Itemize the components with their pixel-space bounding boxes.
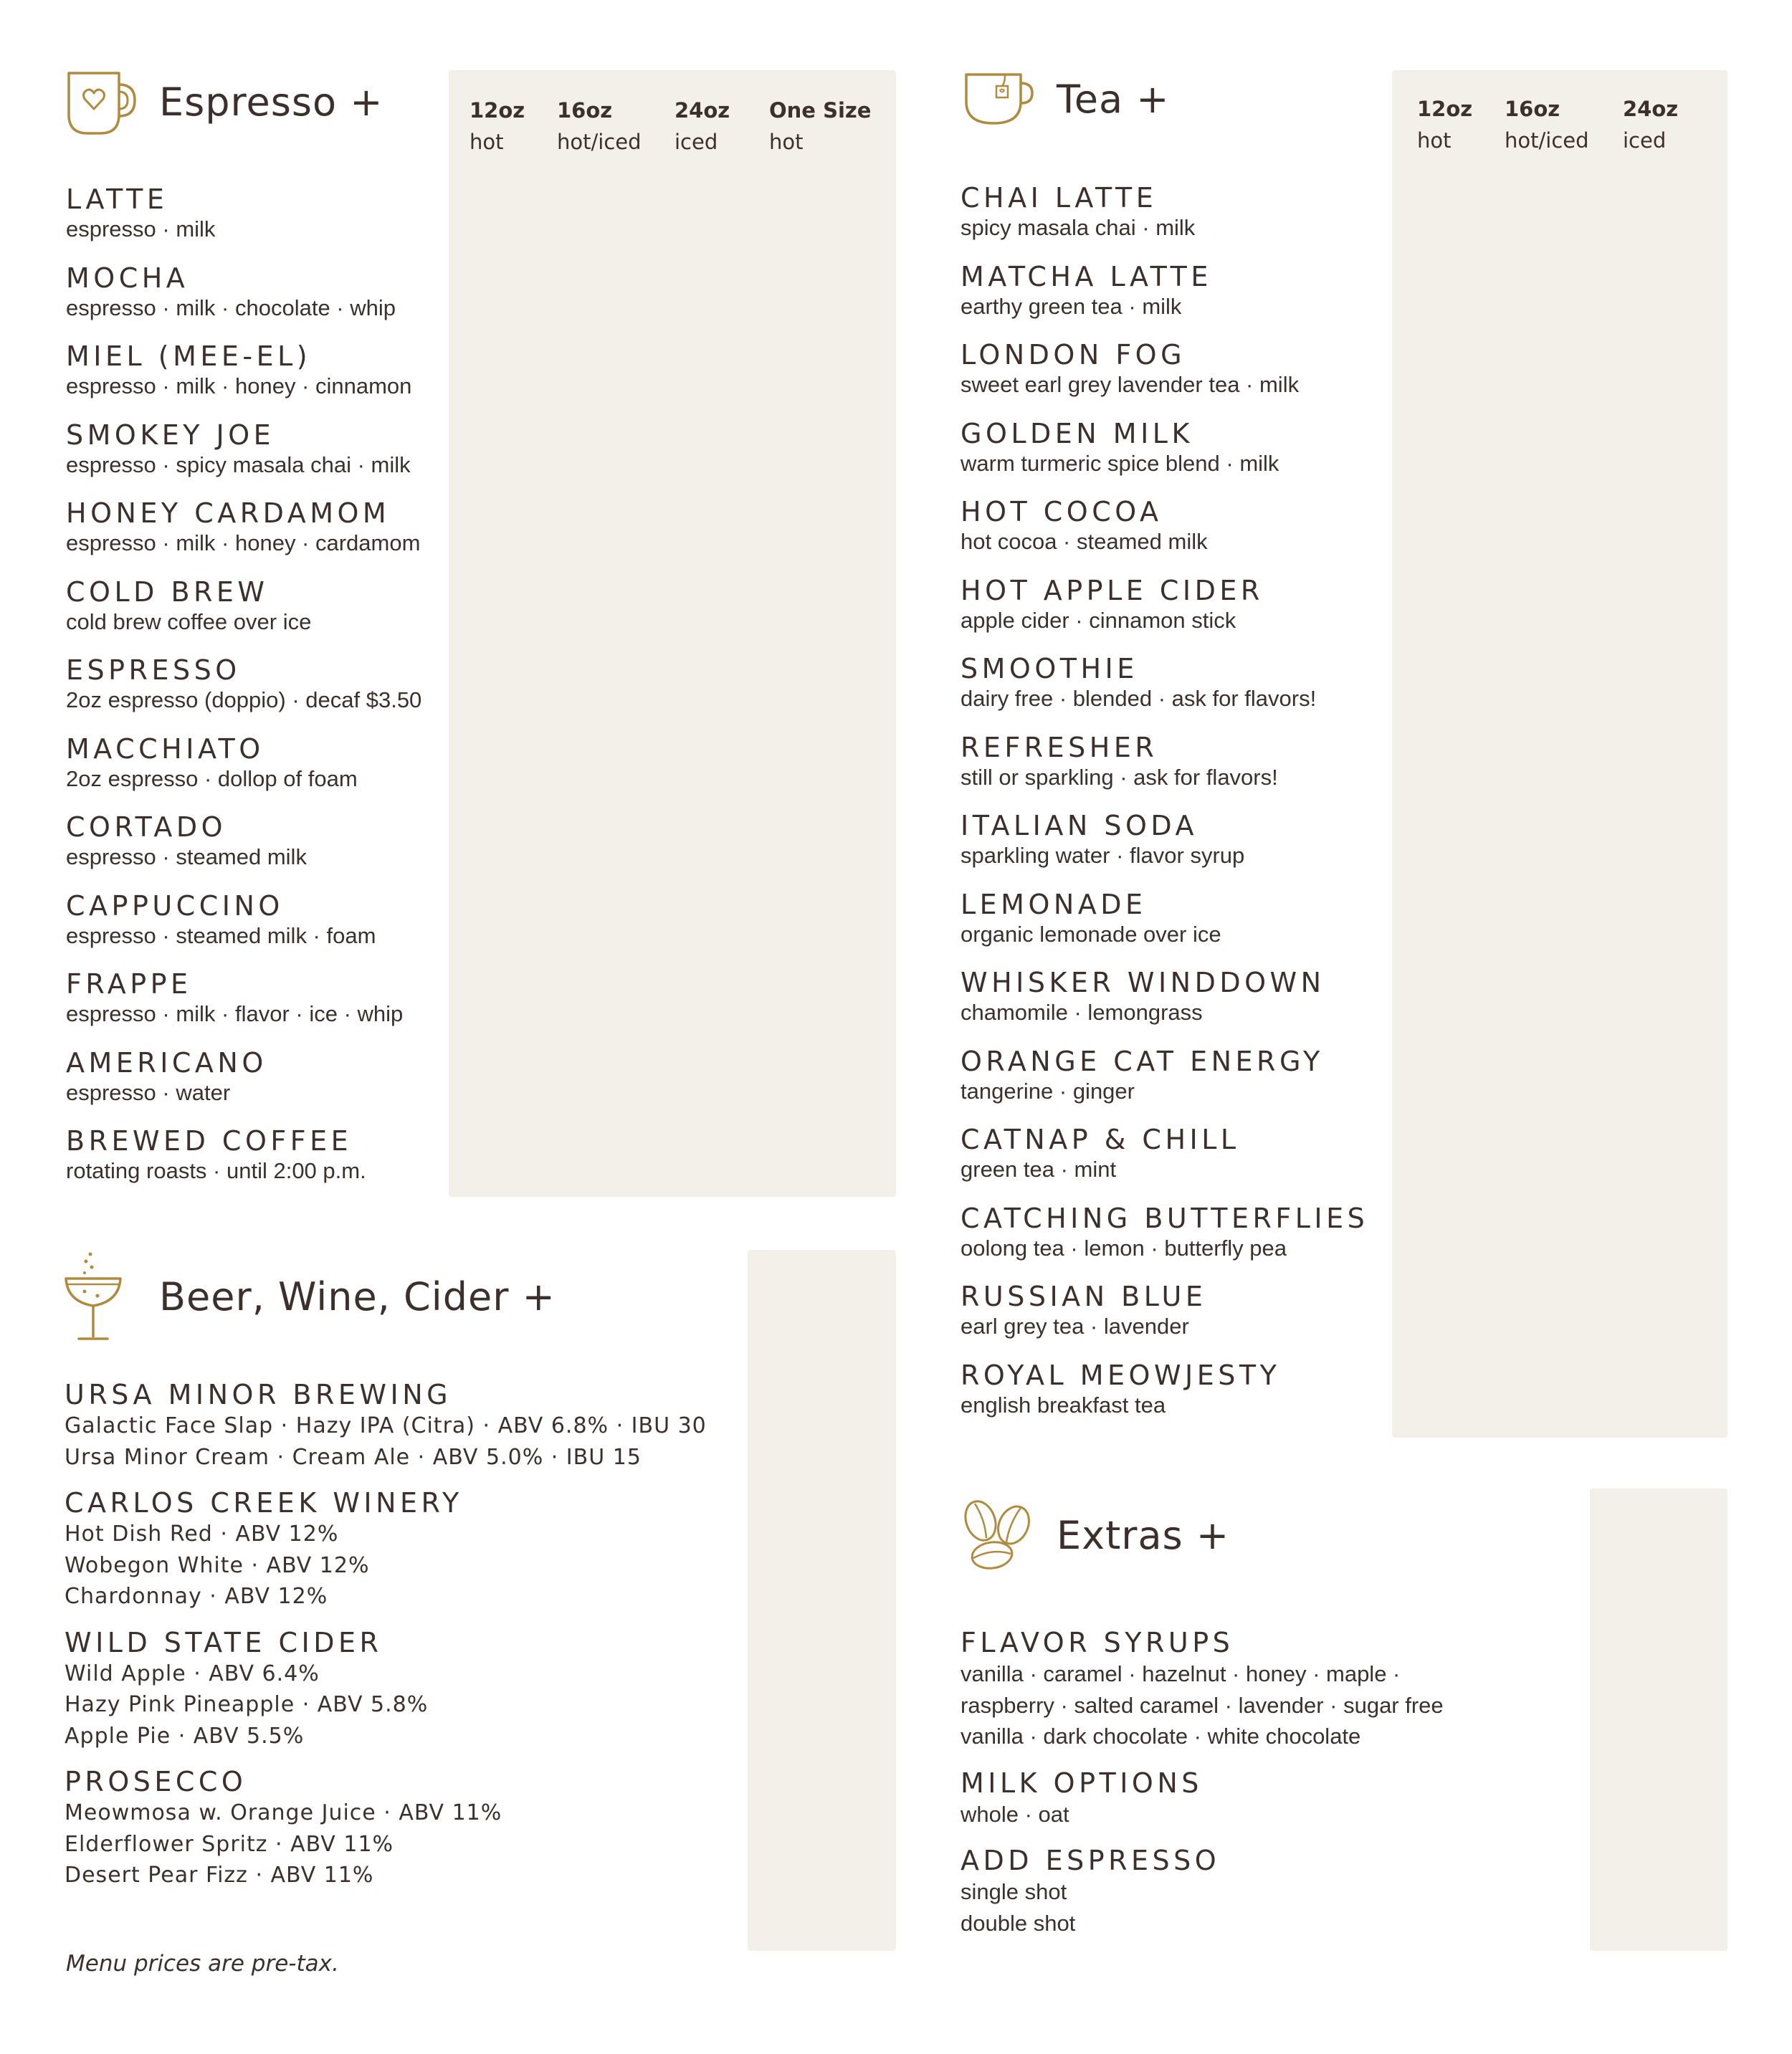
item-name: WILD STATE CIDER [65, 1626, 383, 1658]
item-desc: espresso · spicy masala chai · milk [66, 452, 411, 477]
item-desc: espresso · steamed milk [66, 844, 307, 869]
size-temp: hot [769, 130, 804, 154]
item-line: Apple Pie · ABV 5.5% [65, 1723, 305, 1749]
item-desc: still or sparkling · ask for flavors! [961, 764, 1278, 790]
menu-item [66, 968, 421, 1047]
menu-item [65, 1487, 707, 1613]
item-name: MIEL (MEE-EL) [66, 340, 312, 372]
size-name: 16oz [557, 98, 613, 123]
menu-item [961, 732, 1368, 811]
espresso-header [63, 65, 383, 139]
item-desc: espresso · milk · flavor · ice · whip [66, 1001, 404, 1026]
menu-item [66, 419, 421, 498]
menu-item [66, 733, 421, 812]
item-line: Galactic Face Slap · Hazy IPA (Citra) · ABV 6.8% · IBU 30 [65, 1413, 707, 1438]
item-name: HOT APPLE CIDER [961, 574, 1264, 606]
item-desc: espresso · milk [66, 216, 216, 242]
item-desc: espresso · milk · chocolate · whip [66, 295, 396, 320]
beer-price-panel [748, 1250, 896, 1951]
menu-item [66, 340, 421, 419]
item-line: raspberry · salted caramel · lavender · sugar free [961, 1692, 1444, 1718]
item-desc: earthy green tea · milk [961, 293, 1182, 319]
menu-item [961, 496, 1368, 575]
item-desc: espresso · milk · honey · cardamom [66, 530, 421, 555]
item-name: ADD ESPRESSO [961, 1845, 1221, 1876]
tea-header [961, 62, 1170, 136]
menu-item [961, 1046, 1368, 1124]
item-line: Wobegon White · ABV 12% [65, 1552, 370, 1578]
espresso-menu-list [66, 183, 421, 1204]
beer-header [63, 1250, 556, 1344]
menu-item [961, 1281, 1368, 1360]
menu-item [961, 1767, 1444, 1830]
item-desc: espresso · steamed milk · foam [66, 922, 376, 948]
menu-item [961, 889, 1368, 968]
item-name: SMOOTHIE [961, 653, 1138, 684]
menu-item [961, 339, 1368, 418]
size-temp: hot [1417, 128, 1452, 153]
item-line: single shot [961, 1879, 1067, 1904]
menu-item [66, 654, 421, 733]
item-line: Ursa Minor Cream · Cream Ale · ABV 5.0% · IBU 15 [65, 1444, 642, 1470]
tea-menu-list [961, 182, 1368, 1438]
item-line: whole · oat [961, 1801, 1069, 1827]
size-column [1623, 93, 1678, 156]
size-temp: hot/iced [1505, 128, 1589, 153]
menu-item [65, 1627, 707, 1752]
menu-item [961, 653, 1368, 732]
menu-item [66, 576, 421, 655]
item-line: double shot [961, 1910, 1076, 1936]
size-name: 12oz [470, 98, 525, 123]
item-line: Meowmosa w. Orange Juice · ABV 11% [65, 1800, 502, 1825]
menu-item [961, 418, 1368, 497]
menu-item [961, 1845, 1444, 1939]
menu-item [66, 811, 421, 890]
item-line: vanilla · caramel · hazelnut · honey · maple · [961, 1661, 1401, 1686]
size-column [1417, 93, 1472, 156]
item-name: ORANGE CAT ENERGY [961, 1045, 1324, 1077]
size-name: 16oz [1505, 97, 1560, 121]
menu-item [961, 575, 1368, 654]
item-name: CAPPUCCINO [66, 889, 284, 922]
menu-item [66, 262, 421, 341]
item-desc: warm turmeric spice blend · milk [961, 450, 1279, 476]
item-name: BREWED COFFEE [66, 1125, 353, 1157]
menu-item [961, 1360, 1368, 1438]
size-column [769, 95, 871, 158]
item-desc: espresso · water [66, 1079, 231, 1105]
item-desc: espresso · milk · honey · cinnamon [66, 373, 412, 398]
menu-item [961, 1203, 1368, 1281]
item-name: CATCHING BUTTERFLIES [961, 1202, 1369, 1234]
extras-price-panel [1590, 1489, 1727, 1951]
item-name: PROSECCO [65, 1766, 247, 1797]
item-line: Wild Apple · ABV 6.4% [65, 1661, 320, 1686]
menu-item [961, 967, 1368, 1046]
item-line: Desert Pear Fizz · ABV 11% [65, 1863, 374, 1888]
tea-price-panel [1392, 70, 1727, 1438]
size-column [470, 95, 525, 158]
extras-menu-list [961, 1627, 1444, 1954]
item-desc: 2oz espresso · dollop of foam [66, 765, 358, 791]
item-name: LATTE [66, 183, 168, 215]
size-temp: iced [1623, 128, 1667, 153]
item-name: ESPRESSO [66, 654, 241, 686]
item-desc: cold brew coffee over ice [66, 608, 312, 634]
size-column [557, 95, 642, 158]
size-name: 12oz [1417, 97, 1473, 121]
item-desc: sweet earl grey lavender tea · milk [961, 372, 1300, 397]
item-desc: organic lemonade over ice [961, 921, 1221, 947]
menu-item [66, 183, 421, 262]
item-name: MACCHIATO [66, 732, 264, 765]
item-name: MILK OPTIONS [961, 1767, 1203, 1799]
item-name: COLD BREW [66, 575, 269, 608]
champagne-coupe-icon [63, 1250, 138, 1344]
extras-header [961, 1498, 1229, 1572]
item-line: Chardonnay · ABV 12% [65, 1584, 328, 1609]
item-desc: green tea · mint [961, 1157, 1117, 1182]
item-desc: earl grey tea · lavender [961, 1314, 1189, 1339]
item-name: CATNAP & CHILL [961, 1124, 1240, 1155]
item-name: REFRESHER [961, 731, 1158, 763]
menu-item [65, 1766, 707, 1891]
item-name: AMERICANO [66, 1046, 267, 1079]
menu-item [961, 810, 1368, 889]
size-temp: iced [675, 130, 718, 154]
item-desc: tangerine · ginger [961, 1078, 1135, 1104]
size-name: One Size [769, 98, 872, 123]
item-name: LONDON FOG [961, 339, 1186, 371]
espresso-title: Espresso + [159, 79, 383, 125]
item-name: CARLOS CREEK WINERY [65, 1487, 463, 1519]
size-name: 24oz [675, 98, 730, 123]
item-name: GOLDEN MILK [961, 417, 1193, 449]
menu-item [961, 261, 1368, 340]
item-name: MATCHA LATTE [961, 260, 1212, 292]
item-name: HONEY CARDAMOM [66, 497, 391, 529]
espresso-price-panel [449, 70, 896, 1197]
item-desc: spicy masala chai · milk [961, 215, 1196, 240]
footnote: Menu prices are pre-tax. [66, 1951, 339, 1977]
menu-item [66, 1047, 421, 1126]
size-column [1505, 93, 1589, 156]
item-desc: chamomile · lemongrass [961, 1000, 1203, 1025]
item-desc: rotating roasts · until 2:00 p.m. [66, 1158, 366, 1183]
menu-item [65, 1379, 707, 1473]
item-desc: oolong tea · lemon · butterfly pea [961, 1235, 1287, 1261]
item-name: CORTADO [66, 811, 227, 843]
coffee-beans-icon [961, 1498, 1035, 1572]
item-name: ITALIAN SODA [961, 810, 1198, 841]
tea-title: Tea + [1057, 76, 1170, 122]
item-desc: apple cider · cinnamon stick [961, 607, 1236, 633]
size-temp: hot/iced [557, 130, 642, 154]
item-name: RUSSIAN BLUE [961, 1281, 1207, 1312]
extras-title: Extras + [1057, 1512, 1230, 1558]
menu-item [961, 1627, 1444, 1752]
item-name: WHISKER WINDDOWN [961, 967, 1325, 998]
item-line: vanilla · dark chocolate · white chocolate [961, 1724, 1361, 1749]
item-desc: english breakfast tea [961, 1392, 1166, 1418]
menu-item [961, 182, 1368, 261]
item-line: Hot Dish Red · ABV 12% [65, 1522, 339, 1547]
item-line: Hazy Pink Pineapple · ABV 5.8% [65, 1692, 429, 1717]
item-desc: 2oz espresso (doppio) · decaf $3.50 [66, 687, 422, 712]
size-temp: hot [470, 130, 504, 154]
item-line: Elderflower Spritz · ABV 11% [65, 1831, 394, 1857]
item-name: URSA MINOR BREWING [65, 1379, 452, 1410]
item-name: HOT COCOA [961, 496, 1163, 527]
item-name: LEMONADE [961, 888, 1147, 920]
item-name: SMOKEY JOE [66, 419, 275, 451]
item-name: FRAPPE [66, 968, 192, 1000]
item-name: ROYAL MEOWJESTY [961, 1359, 1281, 1391]
beer-menu-list [65, 1379, 707, 1906]
item-name: CHAI LATTE [961, 182, 1158, 214]
menu-item [66, 890, 421, 969]
item-name: FLAVOR SYRUPS [961, 1627, 1234, 1658]
item-desc: hot cocoa · steamed milk [961, 529, 1208, 554]
beer-title: Beer, Wine, Cider + [159, 1274, 556, 1319]
coffee-mug-heart-icon [63, 65, 138, 139]
menu-item [66, 1125, 421, 1204]
item-desc: sparkling water · flavor syrup [961, 843, 1245, 868]
size-column [675, 95, 730, 158]
size-name: 24oz [1623, 97, 1679, 121]
item-desc: dairy free · blended · ask for flavors! [961, 686, 1317, 711]
teacup-icon [961, 62, 1035, 136]
item-name: MOCHA [66, 262, 189, 294]
menu-item [66, 497, 421, 576]
menu-item [961, 1124, 1368, 1203]
